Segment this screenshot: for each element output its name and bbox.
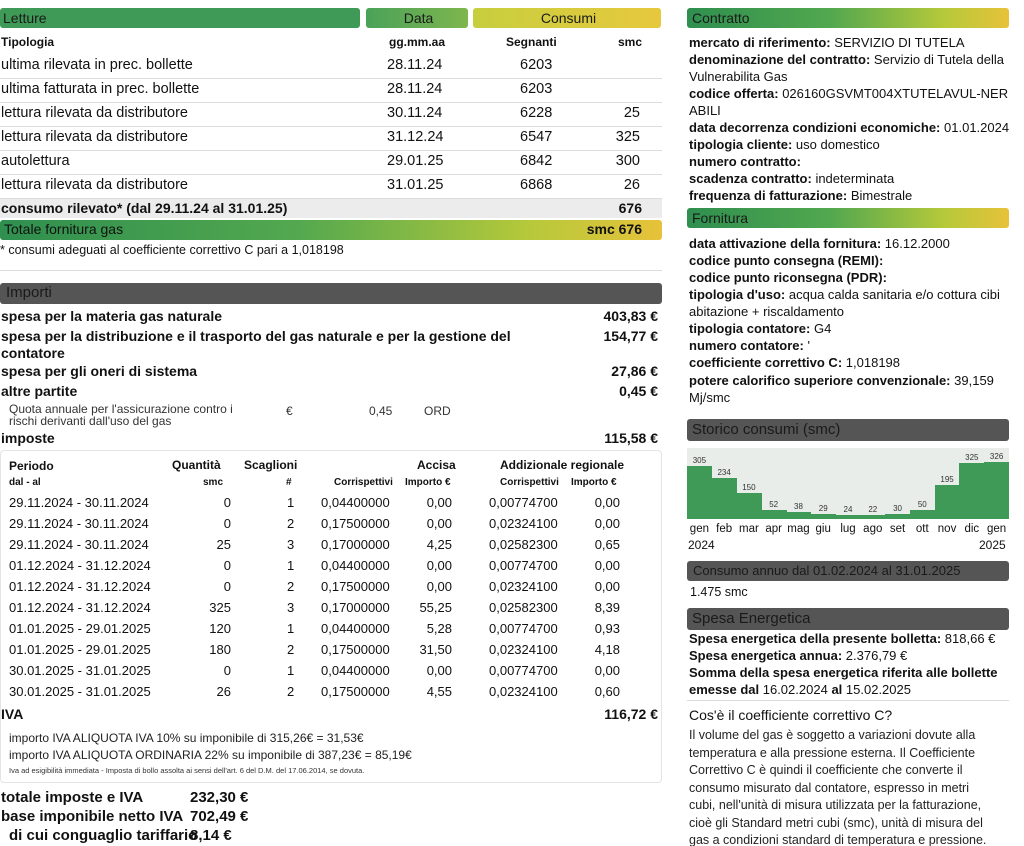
chart-value-label: 52 <box>769 499 779 509</box>
letture-header: Letture <box>0 8 360 28</box>
quota-unit: ORD <box>424 404 451 418</box>
lettura-tipo: lettura rilevata da distributore <box>1 177 188 193</box>
imposte-table-row <box>8 579 658 600</box>
imposte-label: imposte <box>1 430 55 446</box>
fornitura-numero-contatore: numero contatore: ' <box>689 338 810 353</box>
altre-partite-value: 0,45 € <box>619 383 658 399</box>
tax-accisa-importo: 5,28 <box>426 621 452 636</box>
letture-row <box>0 153 660 175</box>
storico-year-end: 2025 <box>979 538 1006 552</box>
tax-quantita: 0 <box>223 579 231 594</box>
h-scaglioni: Scaglioni <box>244 458 298 472</box>
tax-quantita: 120 <box>209 621 231 636</box>
chart-month-label: set <box>889 523 906 535</box>
tax-periodo: 29.11.2024 - 30.11.2024 <box>9 537 149 552</box>
lettura-segnanti: 6547 <box>520 129 553 145</box>
distribuzione-label: spesa per la distribuzione e il trasporto del gas naturale e per la gestione del contatore <box>1 328 511 361</box>
contratto-mercato: mercato di riferimento: SERVIZIO DI TUTELA <box>689 35 965 50</box>
tax-accisa-importo: 55,25 <box>419 600 452 615</box>
lettura-tipo: ultima rilevata in prec. bollette <box>1 57 193 73</box>
chart-bar <box>935 485 960 519</box>
totale-fornitura-label: Totale fornitura gas <box>4 221 124 237</box>
consumo-rilevato-label: consumo rilevato* (dal 29.11.24 al 31.01.25) <box>1 200 288 216</box>
h-quantita: Quantità <box>172 458 221 472</box>
tax-quantita: 0 <box>223 516 231 531</box>
spesa-annua: Spesa energetica annua: 2.376,79 € <box>689 648 908 663</box>
base-imponibile-label: base imponibile netto IVA <box>1 808 184 825</box>
lettura-data: 30.11.24 <box>387 105 443 121</box>
tax-accisa-importo: 4,25 <box>426 537 452 552</box>
tax-quantita: 325 <box>209 600 231 615</box>
chart-month-label: nov <box>937 523 957 535</box>
tax-scaglione: 3 <box>287 537 295 552</box>
chart-month-label: ott <box>915 523 929 535</box>
quota-currency: € <box>286 404 293 418</box>
h-smc: smc <box>203 477 224 488</box>
tax-periodo: 01.12.2024 - 31.12.2024 <box>9 579 151 594</box>
chart-value-label: 325 <box>965 452 979 462</box>
lettura-tipo: lettura rilevata da distributore <box>1 129 188 145</box>
imposte-table-row <box>8 537 658 558</box>
chart-value-label: 305 <box>692 456 707 466</box>
fornitura-contatore: tipologia contatore: G4 <box>689 321 832 336</box>
chart-month-label: gen <box>987 523 1007 535</box>
fornitura-uso: tipologia d'uso: acqua calda sanitaria e/o cottura cibi abitazione + riscaldamento <box>689 287 1000 319</box>
lettura-data: 28.11.24 <box>387 81 443 97</box>
h-importo-2: Importo € <box>571 477 617 488</box>
distribuzione-value: 154,77 € <box>603 328 658 344</box>
oneri-value: 27,86 € <box>611 363 658 379</box>
contratto-codice-offerta: codice offerta: 026160GSVMT004XTUTELAVUL-NERABILI <box>689 86 1009 118</box>
h-importo: Importo € <box>405 477 451 488</box>
tax-accisa-corrispettivo: 0,04400000 <box>321 663 390 678</box>
quota-assicurazione-label: Quota annuale per l'assicurazione contro i rischi derivanti dall'uso del gas <box>9 402 233 428</box>
chart-month-label: gen <box>689 523 709 535</box>
letture-subheader <box>0 35 660 57</box>
coeff-info-text: Il volume del gas è soggetto a variazioni dovute alla temperatura e alla pressione esterna. Il Coefficiente Correttivo C è quindi il coefficiente che converte il consumo misurato dal contatore, espresso in metri cubi, nell'unità di misura utilizzata per la fatturazione, cioè gli Standard metri cubi (smc), unità di misura del gas a condizioni standard di temperatura e pressione. <box>689 728 987 846</box>
lettura-segnanti: 6203 <box>520 81 553 97</box>
chart-month-label: giu <box>815 523 831 535</box>
tax-accisa-importo: 0,00 <box>426 663 452 678</box>
tax-accisa-corrispettivo: 0,04400000 <box>321 558 390 573</box>
chart-value-label: 50 <box>917 500 927 510</box>
letture-row <box>0 105 660 127</box>
imposte-table-row <box>8 642 658 663</box>
fornitura-attivazione: data attivazione della fornitura: 16.12.2000 <box>689 236 950 251</box>
tax-accisa-importo: 0,00 <box>426 516 452 531</box>
chart-month-label: apr <box>765 523 782 535</box>
tax-scaglione: 2 <box>287 642 295 657</box>
tax-addizionale-corrispettivo: 0,00774700 <box>489 621 558 636</box>
tax-addizionale-corrispettivo: 0,02324100 <box>489 516 558 531</box>
consumo-annuo-header: Consumo annuo dal 01.02.2024 al 31.01.2025 <box>687 561 1009 581</box>
tax-accisa-corrispettivo: 0,17000000 <box>321 537 390 552</box>
letture-row <box>0 129 660 151</box>
oneri-label: spesa per gli oneri di sistema <box>1 363 198 379</box>
tax-periodo: 01.01.2025 - 29.01.2025 <box>9 621 151 636</box>
contratto-decorrenza: data decorrenza condizioni economiche: 01.01.2024 <box>689 120 1010 135</box>
imposte-table-row <box>8 558 658 579</box>
lettura-data: 28.11.24 <box>387 57 443 73</box>
tax-quantita: 180 <box>209 642 231 657</box>
tax-scaglione: 2 <box>287 516 295 531</box>
imposte-table-row <box>8 663 658 684</box>
segnanti-label: Segnanti <box>506 35 557 49</box>
tax-addizionale-importo: 0,00 <box>594 663 620 678</box>
tax-accisa-corrispettivo: 0,17000000 <box>321 600 390 615</box>
totale-imposte-label: totale imposte e IVA <box>1 789 144 806</box>
h-corrispettivi-2: Corrispettivi <box>500 477 559 488</box>
lettura-segnanti: 6203 <box>520 57 553 73</box>
chart-bar <box>959 463 984 519</box>
fornitura-header: Fornitura <box>687 208 1009 228</box>
tax-addizionale-importo: 0,93 <box>594 621 620 636</box>
spesa-somma: Somma della spesa energetica riferita alle bollette emesse dal 16.02.2024 al 15.02.2025 <box>689 665 998 697</box>
tax-addizionale-corrispettivo: 0,02324100 <box>489 684 558 699</box>
lettura-data: 29.01.25 <box>387 153 444 169</box>
lettura-tipo: autolettura <box>1 153 70 169</box>
smc-label: smc <box>618 35 643 49</box>
lettura-smc: 26 <box>623 177 640 193</box>
fornitura-coefficiente: coefficiente correttivo C: 1,018198 <box>689 355 901 370</box>
chart-value-label: 150 <box>742 482 756 492</box>
tax-addizionale-corrispettivo: 0,02582300 <box>489 600 558 615</box>
consumo-rilevato-row <box>0 199 662 218</box>
tax-addizionale-importo: 8,39 <box>594 600 620 615</box>
h-periodo: Periodo <box>9 459 54 473</box>
materia-label: spesa per la materia gas naturale <box>1 308 222 324</box>
tax-accisa-importo: 4,55 <box>426 684 452 699</box>
letture-row <box>0 177 660 199</box>
tax-addizionale-corrispettivo: 0,02324100 <box>489 642 558 657</box>
tax-scaglione: 3 <box>287 600 295 615</box>
chart-value-label: 22 <box>868 505 878 515</box>
chart-month-label: mar <box>739 523 759 535</box>
base-imponibile-value: 702,49 € <box>190 808 249 825</box>
chart-bar <box>786 512 811 519</box>
contratto-frequenza: frequenza di fatturazione: Bimestrale <box>689 188 913 203</box>
tax-periodo: 29.11.2024 - 30.11.2024 <box>9 495 149 510</box>
chart-value-label: 29 <box>818 503 828 513</box>
iva-10-line: importo IVA ALIQUOTA IVA 10% su imponibile di 315,26€ = 31,53€ <box>9 731 364 745</box>
imposte-table-row <box>8 684 658 705</box>
contratto-numero: numero contratto: <box>689 154 801 169</box>
materia-value: 403,83 € <box>603 308 658 324</box>
contratto-header: Contratto <box>687 8 1009 28</box>
tax-quantita: 26 <box>216 684 231 699</box>
chart-value-label: 38 <box>794 502 803 512</box>
tax-addizionale-corrispettivo: 0,00774700 <box>489 663 558 678</box>
iva-22-line: importo IVA ALIQUOTA ORDINARIA 22% su imponibile di 387,23€ = 85,19€ <box>9 748 412 762</box>
quota-value: 0,45 <box>369 404 393 418</box>
imposte-table-header <box>0 455 662 491</box>
tax-scaglione: 2 <box>287 684 295 699</box>
h-dal-al: dal - al <box>9 477 41 488</box>
tax-accisa-corrispettivo: 0,04400000 <box>321 621 390 636</box>
tax-quantita: 25 <box>216 537 231 552</box>
tax-periodo: 01.01.2025 - 29.01.2025 <box>9 642 151 657</box>
storico-chart <box>687 448 1009 519</box>
contratto-denominazione: denominazione del contratto: Servizio di Tutela della Vulnerabilita Gas <box>689 52 1004 84</box>
lettura-segnanti: 6868 <box>520 177 553 193</box>
tax-addizionale-importo: 0,00 <box>594 495 620 510</box>
conguaglio-label: di cui conguaglio tariffario <box>9 827 198 844</box>
storico-chart-plot <box>687 448 1009 519</box>
tipologia-label: Tipologia <box>1 35 55 49</box>
chart-month-label: ago <box>863 523 883 535</box>
tax-addizionale-importo: 4,18 <box>594 642 620 657</box>
chart-value-label: 24 <box>843 504 853 514</box>
tax-scaglione: 1 <box>287 558 295 573</box>
tax-accisa-corrispettivo: 0,17500000 <box>321 684 390 699</box>
storico-year-start: 2024 <box>688 538 715 552</box>
h-accisa: Accisa <box>417 458 456 472</box>
totale-fornitura-bar <box>0 220 662 240</box>
tax-addizionale-corrispettivo: 0,02324100 <box>489 579 558 594</box>
spesa-presente: Spesa energetica della presente bolletta: 818,66 € <box>689 631 996 646</box>
tax-accisa-corrispettivo: 0,04400000 <box>321 495 390 510</box>
storico-chart-months <box>687 523 1009 539</box>
altre-partite-label: altre partite <box>1 383 78 399</box>
chart-bar <box>910 510 935 519</box>
chart-month-label: lug <box>840 523 856 535</box>
lettura-segnanti: 6228 <box>520 105 553 121</box>
chart-bar <box>811 514 836 519</box>
chart-bar <box>984 462 1009 519</box>
totale-fornitura-value: smc 676 <box>586 221 642 237</box>
tax-addizionale-corrispettivo: 0,00774700 <box>489 495 558 510</box>
tax-accisa-corrispettivo: 0,17500000 <box>321 579 390 594</box>
h-addizionale: Addizionale regionale <box>500 458 625 472</box>
tax-accisa-importo: 31,50 <box>419 642 452 657</box>
imposte-table-row <box>8 495 658 516</box>
tax-quantita: 0 <box>223 663 231 678</box>
chart-month-label: mag <box>787 523 810 535</box>
fornitura-pdr: codice punto riconsegna (PDR): <box>689 270 887 285</box>
iva-nota: Iva ad esigibilità immediata - Imposta di bollo assolta ai sensi dell'art. 6 del D.M. del 17.06.2014, se dovuta. <box>9 766 365 775</box>
tax-addizionale-importo: 0,60 <box>594 684 620 699</box>
tax-addizionale-corrispettivo: 0,02582300 <box>489 537 558 552</box>
contratto-scadenza: scadenza contratto: indeterminata <box>689 171 895 186</box>
spesa-energetica-header: Spesa Energetica <box>687 608 1009 630</box>
tax-addizionale-importo: 0,65 <box>594 537 620 552</box>
tax-addizionale-importo: 0,00 <box>594 558 620 573</box>
lettura-data: 31.01.25 <box>387 177 444 193</box>
tax-periodo: 01.12.2024 - 31.12.2024 <box>9 600 151 615</box>
consumi-nota: * consumi adeguati al coefficiente correttivo C pari a 1,018198 <box>0 243 344 257</box>
tax-scaglione: 2 <box>287 579 295 594</box>
lettura-smc: 25 <box>623 105 640 121</box>
chart-value-label: 30 <box>893 503 902 513</box>
lettura-smc: 300 <box>615 153 640 169</box>
imposte-value: 115,58 € <box>604 430 658 446</box>
fornitura-remi: codice punto consegna (REMI): <box>689 253 884 268</box>
tax-scaglione: 1 <box>287 495 295 510</box>
conguaglio-value: 8,14 € <box>190 827 232 844</box>
importi-header: Importi <box>0 283 662 304</box>
tax-scaglione: 1 <box>287 663 295 678</box>
chart-bar <box>836 515 861 519</box>
chart-value-label: 195 <box>940 475 954 485</box>
coeff-info-title: Cos'è il coefficiente correttivo C? <box>689 707 893 723</box>
chart-value-label: 234 <box>717 468 731 478</box>
imposte-table-row <box>8 516 658 537</box>
date-format-label: gg.mm.aa <box>389 35 446 49</box>
h-num: # <box>286 477 292 488</box>
chart-bar <box>860 515 885 519</box>
fornitura-potere-calorifico: potere calorifico superiore convenzionale: 39,159 Mj/smc <box>689 373 994 405</box>
chart-bar <box>885 514 910 519</box>
lettura-data: 31.12.24 <box>387 129 444 145</box>
iva-label: IVA <box>1 706 24 722</box>
chart-month-label: feb <box>716 523 733 535</box>
lettura-smc: 325 <box>615 129 640 145</box>
tax-scaglione: 1 <box>287 621 295 636</box>
tax-periodo: 01.12.2024 - 31.12.2024 <box>9 558 151 573</box>
imposte-table-row <box>8 621 658 642</box>
tax-accisa-importo: 0,00 <box>426 579 452 594</box>
data-header: Data <box>366 8 468 28</box>
storico-header: Storico consumi (smc) <box>687 419 1009 441</box>
tax-addizionale-importo: 0,00 <box>594 516 620 531</box>
totale-imposte-value: 232,30 € <box>190 789 249 806</box>
consumo-rilevato-value: 676 <box>618 200 642 216</box>
tax-quantita: 0 <box>223 558 231 573</box>
letture-row <box>0 81 660 103</box>
chart-value-label: 326 <box>989 452 1004 462</box>
tax-addizionale-importo: 0,00 <box>594 579 620 594</box>
tax-periodo: 29.11.2024 - 30.11.2024 <box>9 516 149 531</box>
contratto-tipologia-cliente: tipologia cliente: uso domestico <box>689 137 880 152</box>
consumi-header: Consumi <box>473 8 661 28</box>
consumo-annuo-value: 1.475 smc <box>690 585 748 599</box>
letture-row <box>0 57 660 79</box>
lettura-tipo: ultima fatturata in prec. bollette <box>1 81 200 97</box>
imposte-table-row <box>8 600 658 621</box>
tax-addizionale-corrispettivo: 0,00774700 <box>489 558 558 573</box>
tax-quantita: 0 <box>223 495 231 510</box>
iva-value: 116,72 € <box>604 706 658 722</box>
tax-accisa-corrispettivo: 0,17500000 <box>321 642 390 657</box>
chart-month-label: dic <box>964 523 980 535</box>
lettura-segnanti: 6842 <box>520 153 553 169</box>
tax-accisa-corrispettivo: 0,17500000 <box>321 516 390 531</box>
tax-periodo: 30.01.2025 - 31.01.2025 <box>9 663 151 678</box>
tax-accisa-importo: 0,00 <box>426 495 452 510</box>
tax-accisa-importo: 0,00 <box>426 558 452 573</box>
lettura-tipo: lettura rilevata da distributore <box>1 105 188 121</box>
tax-periodo: 30.01.2025 - 31.01.2025 <box>9 684 151 699</box>
h-corrispettivi: Corrispettivi <box>334 477 393 488</box>
